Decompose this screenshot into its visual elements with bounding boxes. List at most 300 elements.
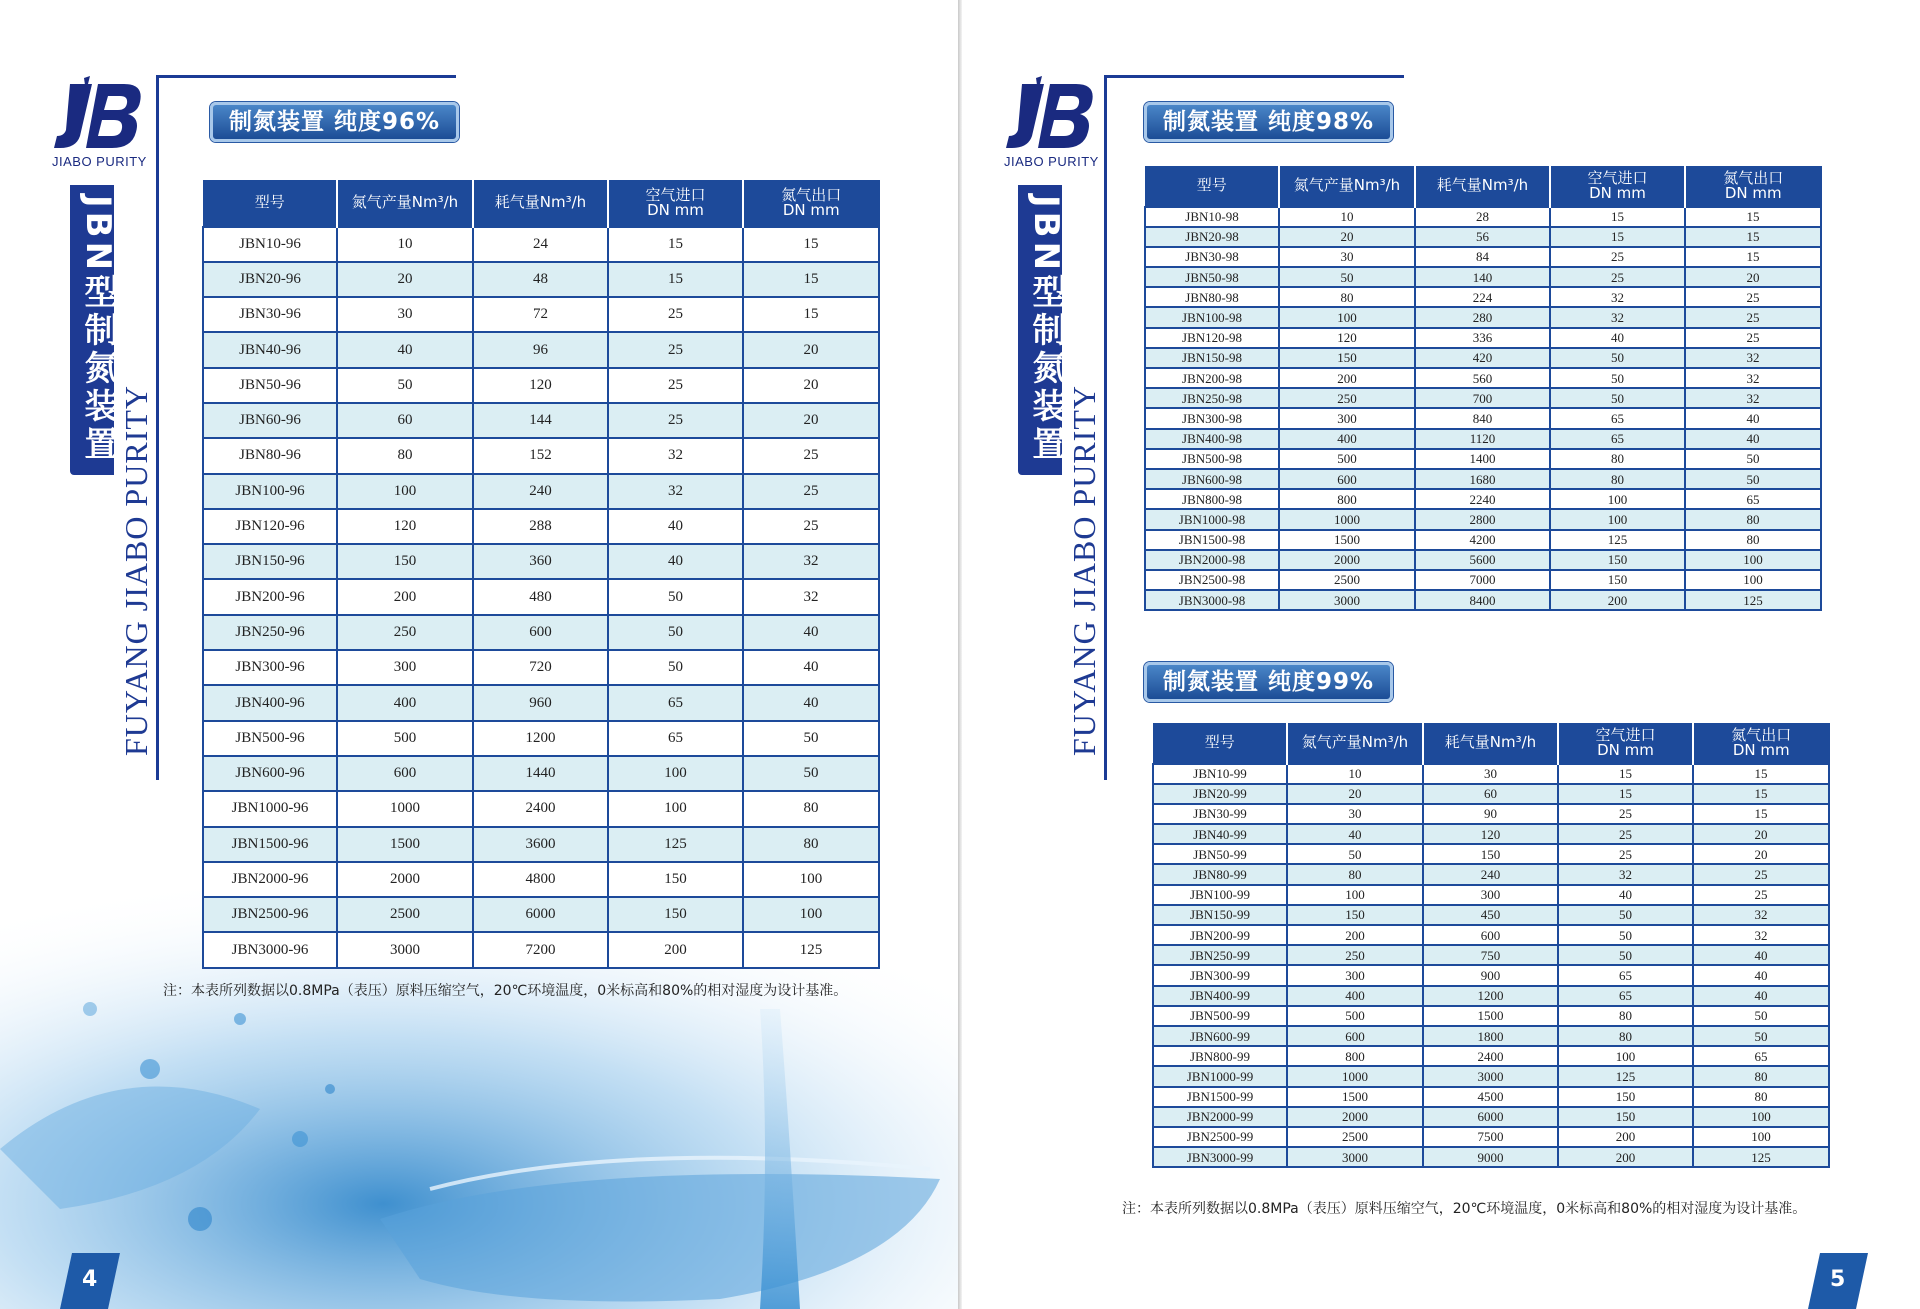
cell-model: JBN1000-96	[203, 791, 337, 826]
cell-model: JBN30-96	[203, 297, 337, 332]
cell-model: JBN1000-98	[1145, 509, 1279, 529]
table-row	[1153, 1147, 1829, 1167]
table-note: 注：本表所列数据以0.8MPa（表压）原料压缩空气，20℃环境温度，0米标高和80%的相对湿度为设计基准。	[1122, 1201, 1807, 1217]
cell-n2-output: 800	[1279, 489, 1415, 509]
table-row	[203, 756, 879, 791]
cell-model: JBN20-99	[1153, 784, 1287, 804]
cell-air-consumption: 6000	[1423, 1107, 1558, 1127]
col-air-inlet-line1: 空气进口	[645, 185, 706, 204]
frame-line-top	[1104, 75, 1404, 78]
cell-n2-output: 80	[337, 438, 473, 473]
cell-air-consumption: 840	[1415, 408, 1550, 428]
cell-n2-output: 60	[337, 403, 473, 438]
cell-model: JBN400-99	[1153, 986, 1287, 1006]
table-row	[203, 474, 879, 509]
cell-air-inlet: 15	[608, 262, 743, 297]
cell-n2-outlet: 65	[1693, 1046, 1829, 1066]
cell-n2-output: 120	[1279, 328, 1415, 348]
cell-n2-outlet: 20	[743, 403, 879, 438]
table-row	[203, 438, 879, 473]
col-air-inlet	[1558, 724, 1693, 764]
cell-n2-output: 600	[1279, 469, 1415, 489]
cell-air-consumption: 1120	[1415, 429, 1550, 449]
col-n2-output: 氮气产量Nm³/h	[1287, 724, 1423, 764]
cell-air-consumption: 240	[1423, 864, 1558, 884]
cell-air-consumption: 96	[473, 332, 608, 367]
side-title: JBN型制氮装置	[78, 195, 118, 465]
cell-n2-outlet: 15	[1693, 784, 1829, 804]
table-row	[1145, 530, 1821, 550]
cell-n2-output: 150	[1279, 348, 1415, 368]
cell-model: JBN500-99	[1153, 1006, 1287, 1026]
table-row	[203, 650, 879, 685]
cell-n2-outlet: 40	[1693, 965, 1829, 985]
table-row	[1153, 764, 1829, 784]
cell-air-consumption: 360	[473, 544, 608, 579]
cell-model: JBN200-99	[1153, 925, 1287, 945]
cell-n2-output: 100	[337, 474, 473, 509]
cell-n2-outlet: 25	[1685, 287, 1821, 307]
col-n2-outlet-line1: 氮气出口	[781, 185, 842, 204]
table-row	[1153, 864, 1829, 884]
cell-air-consumption: 2240	[1415, 489, 1550, 509]
cell-model: JBN500-96	[203, 721, 337, 756]
cell-model: JBN60-96	[203, 403, 337, 438]
cell-n2-outlet: 100	[743, 897, 879, 932]
cell-air-inlet: 40	[1558, 885, 1693, 905]
cell-n2-output: 40	[337, 332, 473, 367]
cell-model: JBN400-96	[203, 685, 337, 720]
cell-model: JBN3000-96	[203, 932, 337, 967]
cell-air-consumption: 450	[1423, 905, 1558, 925]
cell-n2-outlet: 40	[1685, 408, 1821, 428]
cell-air-inlet: 25	[1550, 247, 1685, 267]
table-row	[1153, 1006, 1829, 1026]
table-row	[203, 297, 879, 332]
cell-air-inlet: 50	[1558, 945, 1693, 965]
cell-air-consumption: 720	[473, 650, 608, 685]
col-air-inlet-line2: DN mm	[647, 201, 704, 220]
cell-air-consumption: 224	[1415, 287, 1550, 307]
table-row	[1145, 287, 1821, 307]
cell-model: JBN250-96	[203, 615, 337, 650]
cell-n2-output: 20	[337, 262, 473, 297]
cell-air-inlet: 200	[1558, 1127, 1693, 1147]
cell-air-consumption: 4200	[1415, 530, 1550, 550]
cell-n2-outlet: 80	[743, 827, 879, 862]
cell-air-inlet: 80	[1558, 1006, 1693, 1026]
col-n2-output: 氮气产量Nm³/h	[337, 181, 473, 227]
cell-n2-output: 3000	[1287, 1147, 1423, 1167]
cell-n2-output: 10	[1279, 207, 1415, 227]
table-row	[203, 932, 879, 967]
section-title-96: 制氮装置 纯度96%	[210, 102, 459, 142]
cell-n2-outlet: 15	[743, 227, 879, 262]
cell-air-consumption: 1500	[1423, 1006, 1558, 1026]
cell-air-inlet: 100	[608, 791, 743, 826]
cell-model: JBN50-98	[1145, 267, 1279, 287]
cell-n2-outlet: 25	[743, 509, 879, 544]
cell-model: JBN600-96	[203, 756, 337, 791]
cell-n2-outlet: 100	[743, 862, 879, 897]
cell-model: JBN20-96	[203, 262, 337, 297]
cell-n2-output: 100	[1287, 885, 1423, 905]
table-row	[1153, 1107, 1829, 1127]
cell-air-consumption: 300	[1423, 885, 1558, 905]
cell-model: JBN2500-98	[1145, 570, 1279, 590]
cell-n2-output: 2000	[337, 862, 473, 897]
cell-model: JBN80-99	[1153, 864, 1287, 884]
cell-n2-output: 200	[337, 579, 473, 614]
cell-n2-output: 150	[1287, 905, 1423, 925]
col-n2-outlet-line1: 氮气出口	[1731, 725, 1792, 744]
side-subtitle-text: FUYANG JIABO PURITY	[1066, 385, 1102, 757]
cell-air-inlet: 40	[1550, 328, 1685, 348]
cell-n2-outlet: 125	[1693, 1147, 1829, 1167]
cell-air-inlet: 32	[608, 438, 743, 473]
cell-air-inlet: 100	[1558, 1046, 1693, 1066]
table-row	[1153, 1127, 1829, 1147]
cell-n2-outlet: 25	[1693, 885, 1829, 905]
table-row	[203, 368, 879, 403]
page-number-text: 4	[82, 1267, 98, 1292]
cell-model: JBN1500-96	[203, 827, 337, 862]
cell-air-consumption: 3600	[473, 827, 608, 862]
cell-n2-output: 250	[337, 615, 473, 650]
cell-air-inlet: 25	[1550, 267, 1685, 287]
cell-air-inlet: 65	[1558, 986, 1693, 1006]
col-air-consumption: 耗气量Nm³/h	[473, 181, 608, 227]
cell-model: JBN400-98	[1145, 429, 1279, 449]
cell-model: JBN2500-99	[1153, 1127, 1287, 1147]
cell-air-inlet: 150	[1550, 570, 1685, 590]
cell-n2-output: 200	[1279, 368, 1415, 388]
cell-air-consumption: 120	[473, 368, 608, 403]
cell-n2-outlet: 15	[743, 262, 879, 297]
cell-air-consumption: 1680	[1415, 469, 1550, 489]
cell-air-inlet: 32	[1558, 864, 1693, 884]
cell-air-consumption: 1400	[1415, 449, 1550, 469]
cell-n2-outlet: 50	[1685, 449, 1821, 469]
cell-model: JBN800-99	[1153, 1046, 1287, 1066]
cell-air-consumption: 30	[1423, 764, 1558, 784]
side-subtitle	[1066, 385, 1110, 757]
cell-air-inlet: 150	[608, 862, 743, 897]
cell-n2-outlet: 15	[1685, 207, 1821, 227]
cell-n2-output: 50	[1287, 844, 1423, 864]
cell-n2-outlet: 50	[1693, 1006, 1829, 1026]
col-air-inlet-line1: 空气进口	[1587, 168, 1648, 187]
cell-air-inlet: 50	[1550, 348, 1685, 368]
cell-n2-output: 10	[337, 227, 473, 262]
cell-air-inlet: 25	[608, 368, 743, 403]
col-air-inlet-line2: DN mm	[1589, 184, 1646, 203]
cell-n2-output: 400	[337, 685, 473, 720]
table-row	[1153, 885, 1829, 905]
cell-air-inlet: 25	[608, 297, 743, 332]
cell-air-inlet: 50	[608, 650, 743, 685]
cell-air-consumption: 1200	[1423, 986, 1558, 1006]
cell-air-inlet: 200	[1558, 1147, 1693, 1167]
cell-model: JBN250-99	[1153, 945, 1287, 965]
page-number-text: 5	[1830, 1267, 1846, 1292]
cell-n2-outlet: 25	[1685, 328, 1821, 348]
cell-air-inlet: 15	[1558, 784, 1693, 804]
section-title-98: 制氮装置 纯度98%	[1144, 102, 1393, 142]
cell-model: JBN1500-98	[1145, 530, 1279, 550]
cell-model: JBN30-99	[1153, 804, 1287, 824]
table-row	[203, 579, 879, 614]
table-row	[1145, 469, 1821, 489]
cell-n2-outlet: 100	[1693, 1127, 1829, 1147]
cell-n2-output: 2500	[1279, 570, 1415, 590]
table-row	[1153, 925, 1829, 945]
col-n2-outlet	[743, 181, 879, 227]
cell-air-inlet: 65	[608, 685, 743, 720]
table-row	[1145, 328, 1821, 348]
table-row	[203, 827, 879, 862]
table-row	[1153, 945, 1829, 965]
cell-model: JBN200-96	[203, 579, 337, 614]
cell-n2-output: 20	[1287, 784, 1423, 804]
cell-air-consumption: 7500	[1423, 1127, 1558, 1147]
cell-air-consumption: 480	[473, 579, 608, 614]
cell-n2-output: 600	[1287, 1026, 1423, 1046]
cell-model: JBN600-98	[1145, 469, 1279, 489]
cell-n2-outlet: 32	[1693, 905, 1829, 925]
cell-air-inlet: 50	[608, 579, 743, 614]
table-row	[1145, 509, 1821, 529]
cell-model: JBN10-98	[1145, 207, 1279, 227]
logo-text: JIABO PURITY	[52, 154, 147, 169]
cell-n2-output: 80	[1287, 864, 1423, 884]
cell-n2-output: 500	[1279, 449, 1415, 469]
col-model: 型号	[1153, 724, 1287, 764]
page-4	[0, 0, 958, 1309]
col-n2-outlet-line2: DN mm	[1724, 184, 1782, 203]
cell-air-consumption: 140	[1415, 267, 1550, 287]
cell-air-consumption: 144	[473, 403, 608, 438]
cell-air-consumption: 7000	[1415, 570, 1550, 590]
cell-n2-output: 150	[337, 544, 473, 579]
cell-air-inlet: 125	[608, 827, 743, 862]
table-row	[1145, 449, 1821, 469]
cell-n2-output: 1500	[1279, 530, 1415, 550]
side-title-bar	[1018, 185, 1066, 475]
cell-n2-output: 1000	[337, 791, 473, 826]
page-number-5	[1808, 1253, 1868, 1309]
table-header-row	[1153, 724, 1829, 764]
cell-air-consumption: 28	[1415, 207, 1550, 227]
cell-n2-outlet: 15	[1685, 227, 1821, 247]
cell-n2-output: 100	[1279, 307, 1415, 327]
cell-n2-output: 1500	[337, 827, 473, 862]
cell-model: JBN80-96	[203, 438, 337, 473]
cell-n2-outlet: 50	[743, 721, 879, 756]
cell-n2-outlet: 50	[743, 756, 879, 791]
cell-model: JBN20-98	[1145, 227, 1279, 247]
cell-n2-output: 1500	[1287, 1087, 1423, 1107]
cell-air-consumption: 72	[473, 297, 608, 332]
cell-model: JBN10-96	[203, 227, 337, 262]
cell-model: JBN40-96	[203, 332, 337, 367]
cell-n2-outlet: 100	[1685, 570, 1821, 590]
cell-n2-output: 2000	[1279, 550, 1415, 570]
cell-n2-outlet: 25	[1693, 864, 1829, 884]
spec-table-99	[1152, 723, 1830, 1168]
cell-air-consumption: 900	[1423, 965, 1558, 985]
cell-n2-outlet: 40	[1693, 986, 1829, 1006]
side-title-bar	[70, 185, 118, 475]
cell-n2-output: 1000	[1287, 1066, 1423, 1086]
cell-n2-outlet: 125	[743, 932, 879, 967]
col-n2-outlet	[1685, 167, 1821, 207]
cell-n2-output: 2500	[1287, 1127, 1423, 1147]
cell-air-consumption: 240	[473, 474, 608, 509]
table-row	[203, 403, 879, 438]
section-title-99: 制氮装置 纯度99%	[1144, 662, 1393, 702]
cell-air-inlet: 15	[1558, 764, 1693, 784]
col-air-inlet-line1: 空气进口	[1595, 725, 1656, 744]
cell-model: JBN250-98	[1145, 388, 1279, 408]
cell-air-inlet: 32	[608, 474, 743, 509]
cell-air-consumption: 7200	[473, 932, 608, 967]
cell-air-inlet: 150	[608, 897, 743, 932]
spec-table-96	[202, 180, 880, 969]
table-row	[1153, 986, 1829, 1006]
cell-n2-output: 3000	[337, 932, 473, 967]
cell-air-inlet: 150	[1558, 1087, 1693, 1107]
cell-n2-output: 2500	[337, 897, 473, 932]
cell-air-consumption: 5600	[1415, 550, 1550, 570]
cell-air-inlet: 50	[1558, 925, 1693, 945]
cell-air-consumption: 24	[473, 227, 608, 262]
cell-model: JBN100-99	[1153, 885, 1287, 905]
cell-n2-outlet: 32	[1693, 925, 1829, 945]
side-title: JBN型制氮装置	[1026, 195, 1066, 465]
table-row	[203, 262, 879, 297]
cell-air-consumption: 600	[473, 615, 608, 650]
table-row	[203, 615, 879, 650]
cell-n2-outlet: 20	[743, 332, 879, 367]
cell-air-inlet: 50	[1550, 368, 1685, 388]
table-row	[1145, 429, 1821, 449]
table-row	[1145, 247, 1821, 267]
cell-air-inlet: 65	[1558, 965, 1693, 985]
cell-n2-outlet: 20	[743, 368, 879, 403]
table-row	[1145, 227, 1821, 247]
cell-air-consumption: 1200	[473, 721, 608, 756]
cell-n2-outlet: 40	[743, 685, 879, 720]
col-air-consumption: 耗气量Nm³/h	[1415, 167, 1550, 207]
cell-n2-output: 600	[337, 756, 473, 791]
table-row	[1145, 207, 1821, 227]
cell-n2-outlet: 25	[743, 438, 879, 473]
cell-n2-outlet: 50	[1685, 469, 1821, 489]
col-n2-outlet-line2: DN mm	[782, 201, 840, 220]
cell-n2-output: 50	[1279, 267, 1415, 287]
table-row	[1145, 267, 1821, 287]
cell-model: JBN600-99	[1153, 1026, 1287, 1046]
cell-model: JBN3000-99	[1153, 1147, 1287, 1167]
jb-logo-mark-icon	[50, 74, 150, 154]
cell-model: JBN2000-96	[203, 862, 337, 897]
cell-air-inlet: 40	[608, 509, 743, 544]
cell-air-consumption: 6000	[473, 897, 608, 932]
jb-logo	[1002, 74, 1112, 174]
cell-n2-outlet: 80	[1685, 530, 1821, 550]
cell-air-inlet: 100	[1550, 489, 1685, 509]
cell-n2-outlet: 40	[1685, 429, 1821, 449]
table-header-row	[1145, 167, 1821, 207]
table-row	[203, 721, 879, 756]
cell-air-consumption: 420	[1415, 348, 1550, 368]
table-row	[1145, 388, 1821, 408]
table-row	[1153, 824, 1829, 844]
jb-logo	[50, 74, 160, 174]
cell-model: JBN2500-96	[203, 897, 337, 932]
cell-air-consumption: 750	[1423, 945, 1558, 965]
cell-n2-output: 500	[1287, 1006, 1423, 1026]
cell-air-consumption: 84	[1415, 247, 1550, 267]
cell-air-inlet: 50	[608, 615, 743, 650]
cell-air-consumption: 1800	[1423, 1026, 1558, 1046]
table-row	[1153, 965, 1829, 985]
cell-n2-outlet: 80	[1685, 509, 1821, 529]
table-row	[1153, 1046, 1829, 1066]
cell-n2-outlet: 40	[743, 650, 879, 685]
cell-n2-outlet: 25	[743, 474, 879, 509]
cell-air-inlet: 125	[1550, 530, 1685, 550]
cell-model: JBN1500-99	[1153, 1087, 1287, 1107]
table-row	[1153, 1087, 1829, 1107]
cell-n2-output: 80	[1279, 287, 1415, 307]
cell-n2-outlet: 32	[1685, 348, 1821, 368]
cell-n2-outlet: 40	[1693, 945, 1829, 965]
col-n2-output: 氮气产量Nm³/h	[1279, 167, 1415, 207]
cell-air-inlet: 40	[608, 544, 743, 579]
cell-model: JBN30-98	[1145, 247, 1279, 267]
cell-n2-outlet: 20	[1693, 844, 1829, 864]
cell-n2-outlet: 25	[1685, 307, 1821, 327]
frame-line-top	[156, 75, 456, 78]
col-air-consumption: 耗气量Nm³/h	[1423, 724, 1558, 764]
cell-air-consumption: 280	[1415, 307, 1550, 327]
cell-n2-outlet: 80	[1693, 1087, 1829, 1107]
cell-n2-output: 120	[337, 509, 473, 544]
cell-model: JBN300-99	[1153, 965, 1287, 985]
spec-table-98	[1144, 166, 1822, 611]
cell-n2-outlet: 32	[1685, 368, 1821, 388]
table-row	[1153, 784, 1829, 804]
cell-n2-output: 500	[337, 721, 473, 756]
cell-n2-outlet: 65	[1685, 489, 1821, 509]
cell-air-inlet: 150	[1550, 550, 1685, 570]
cell-air-inlet: 15	[608, 227, 743, 262]
cell-air-inlet: 32	[1550, 307, 1685, 327]
cell-model: JBN300-96	[203, 650, 337, 685]
cell-n2-outlet: 32	[1685, 388, 1821, 408]
cell-n2-output: 250	[1279, 388, 1415, 408]
table-row	[203, 685, 879, 720]
table-row	[1153, 1066, 1829, 1086]
cell-air-consumption: 48	[473, 262, 608, 297]
side-subtitle-text: FUYANG JIABO PURITY	[118, 385, 154, 757]
cell-air-consumption: 9000	[1423, 1147, 1558, 1167]
cell-model: JBN200-98	[1145, 368, 1279, 388]
cell-air-inlet: 125	[1558, 1066, 1693, 1086]
table-row	[1153, 905, 1829, 925]
